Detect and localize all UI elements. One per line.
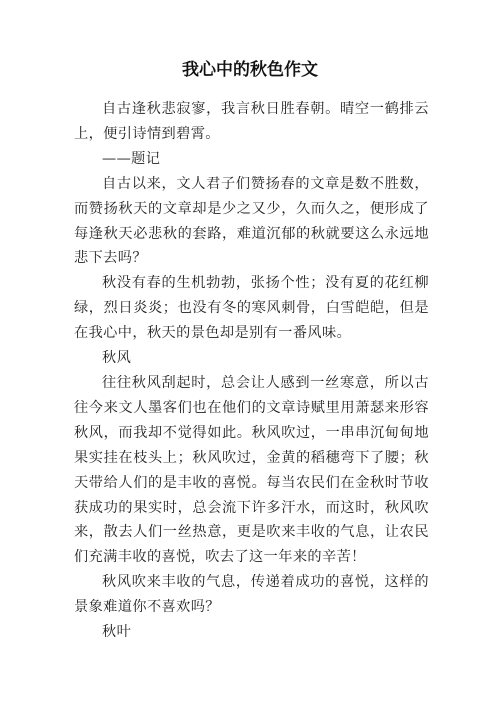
epigraph-attribution: ——题记	[102, 150, 161, 167]
document-title: 我心中的秋色作文	[182, 60, 318, 80]
section-heading-autumn-wind: 秋风	[102, 350, 132, 367]
body-paragraph: 秋风吹来丰收的气息，传递着成功的喜悦，这样的景象难道你不喜欢吗？	[74, 574, 429, 616]
body-paragraph: 往往秋风刮起时，总会让人感到一丝寒意，所以古往今来文人墨客们也在他们的文章诗赋里用萧瑟来形容秋风，而我却不觉得如此。秋风吹过，一串串沉甸甸地果实挂在枝头上；秋风吹过，金黄的稻穗弯下了腰；秋天带给人们的是丰收的喜悦。每当农民们在金秋时节收获成功的果实时，总会流下许多汗水，而这时，秋风吹来，散去人们一丝热意，更是吹来丰收的气息，让农民们充满丰收的喜悦，吹去了这一年来的辛苦！	[74, 374, 429, 566]
section-heading-autumn-leaves: 秋叶	[102, 624, 132, 641]
body-paragraph: 自古以来，文人君子们赞扬春的文章是数不胜数，而赞扬秋天的文章却是少之又少，久而久之，便形成了每逢秋天必悲秋的套路，难道沉郁的秋就要这么永远地悲下去吗？	[74, 175, 429, 267]
body-paragraph: 秋没有春的生机勃勃，张扬个性；没有夏的花红柳绿，烈日炎炎；也没有冬的寒风刺骨，白雪皑皑，但是在我心中，秋天的景色却是别有一番风味。	[74, 275, 429, 342]
document-body	[74, 97, 429, 645]
epigraph-paragraph: 自古逢秋悲寂寥，我言秋日胜春朝。晴空一鹤排云上，便引诗情到碧霄。	[74, 101, 429, 142]
